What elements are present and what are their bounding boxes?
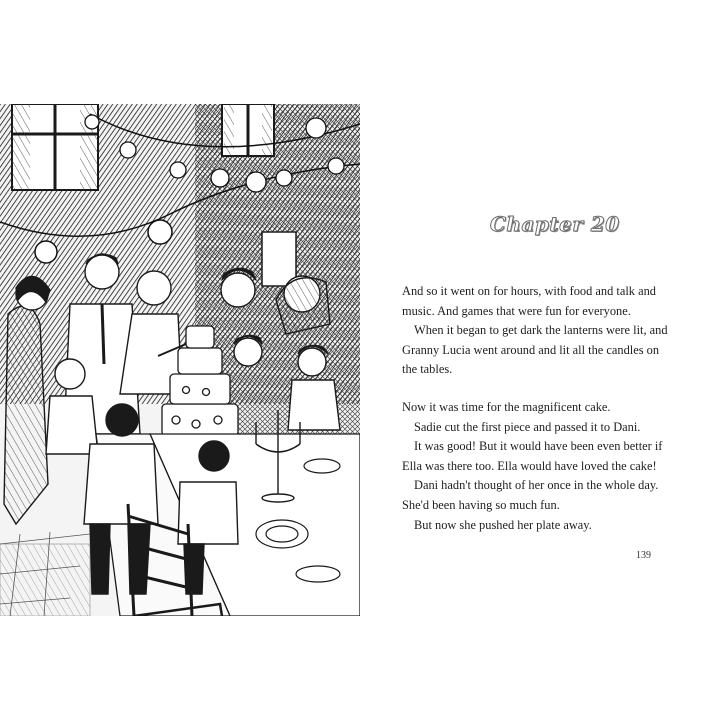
page-number: 139 bbox=[636, 550, 651, 561]
text-line: the tables. bbox=[402, 362, 453, 377]
text-block-1 bbox=[402, 282, 680, 380]
text-line: But now she pushed her plate away. bbox=[414, 517, 592, 532]
illustration-drawing bbox=[0, 104, 360, 616]
tiled-floor bbox=[0, 532, 90, 616]
text-line: When it began to get dark the lanterns were lit, and bbox=[414, 323, 668, 338]
text-line: And so it went on for hours, with food and talk and bbox=[402, 284, 656, 298]
text-line: Dani hadn't thought of her once in the whole day. bbox=[414, 478, 659, 493]
chapter-heading: Chapter 20 bbox=[490, 212, 620, 236]
party-illustration bbox=[0, 104, 360, 616]
text-line: Now it was time for the magnificent cake. bbox=[402, 400, 611, 414]
text-line: Ella was there too. Ella would have loved the cake! bbox=[402, 458, 657, 473]
window-left bbox=[12, 104, 98, 190]
text-line: Granny Lucia went around and lit all the candles on bbox=[402, 342, 660, 357]
text-line: music. And games that were fun for everyone. bbox=[402, 303, 631, 318]
text-line: She'd been having so much fun. bbox=[402, 497, 560, 512]
window-right bbox=[222, 104, 274, 156]
text-block-2 bbox=[402, 398, 680, 535]
right-page bbox=[360, 0, 720, 720]
text-line: It was good! But it would have been even better if bbox=[414, 439, 663, 454]
text-line: Sadie cut the first piece and passed it to Dani. bbox=[414, 419, 641, 434]
